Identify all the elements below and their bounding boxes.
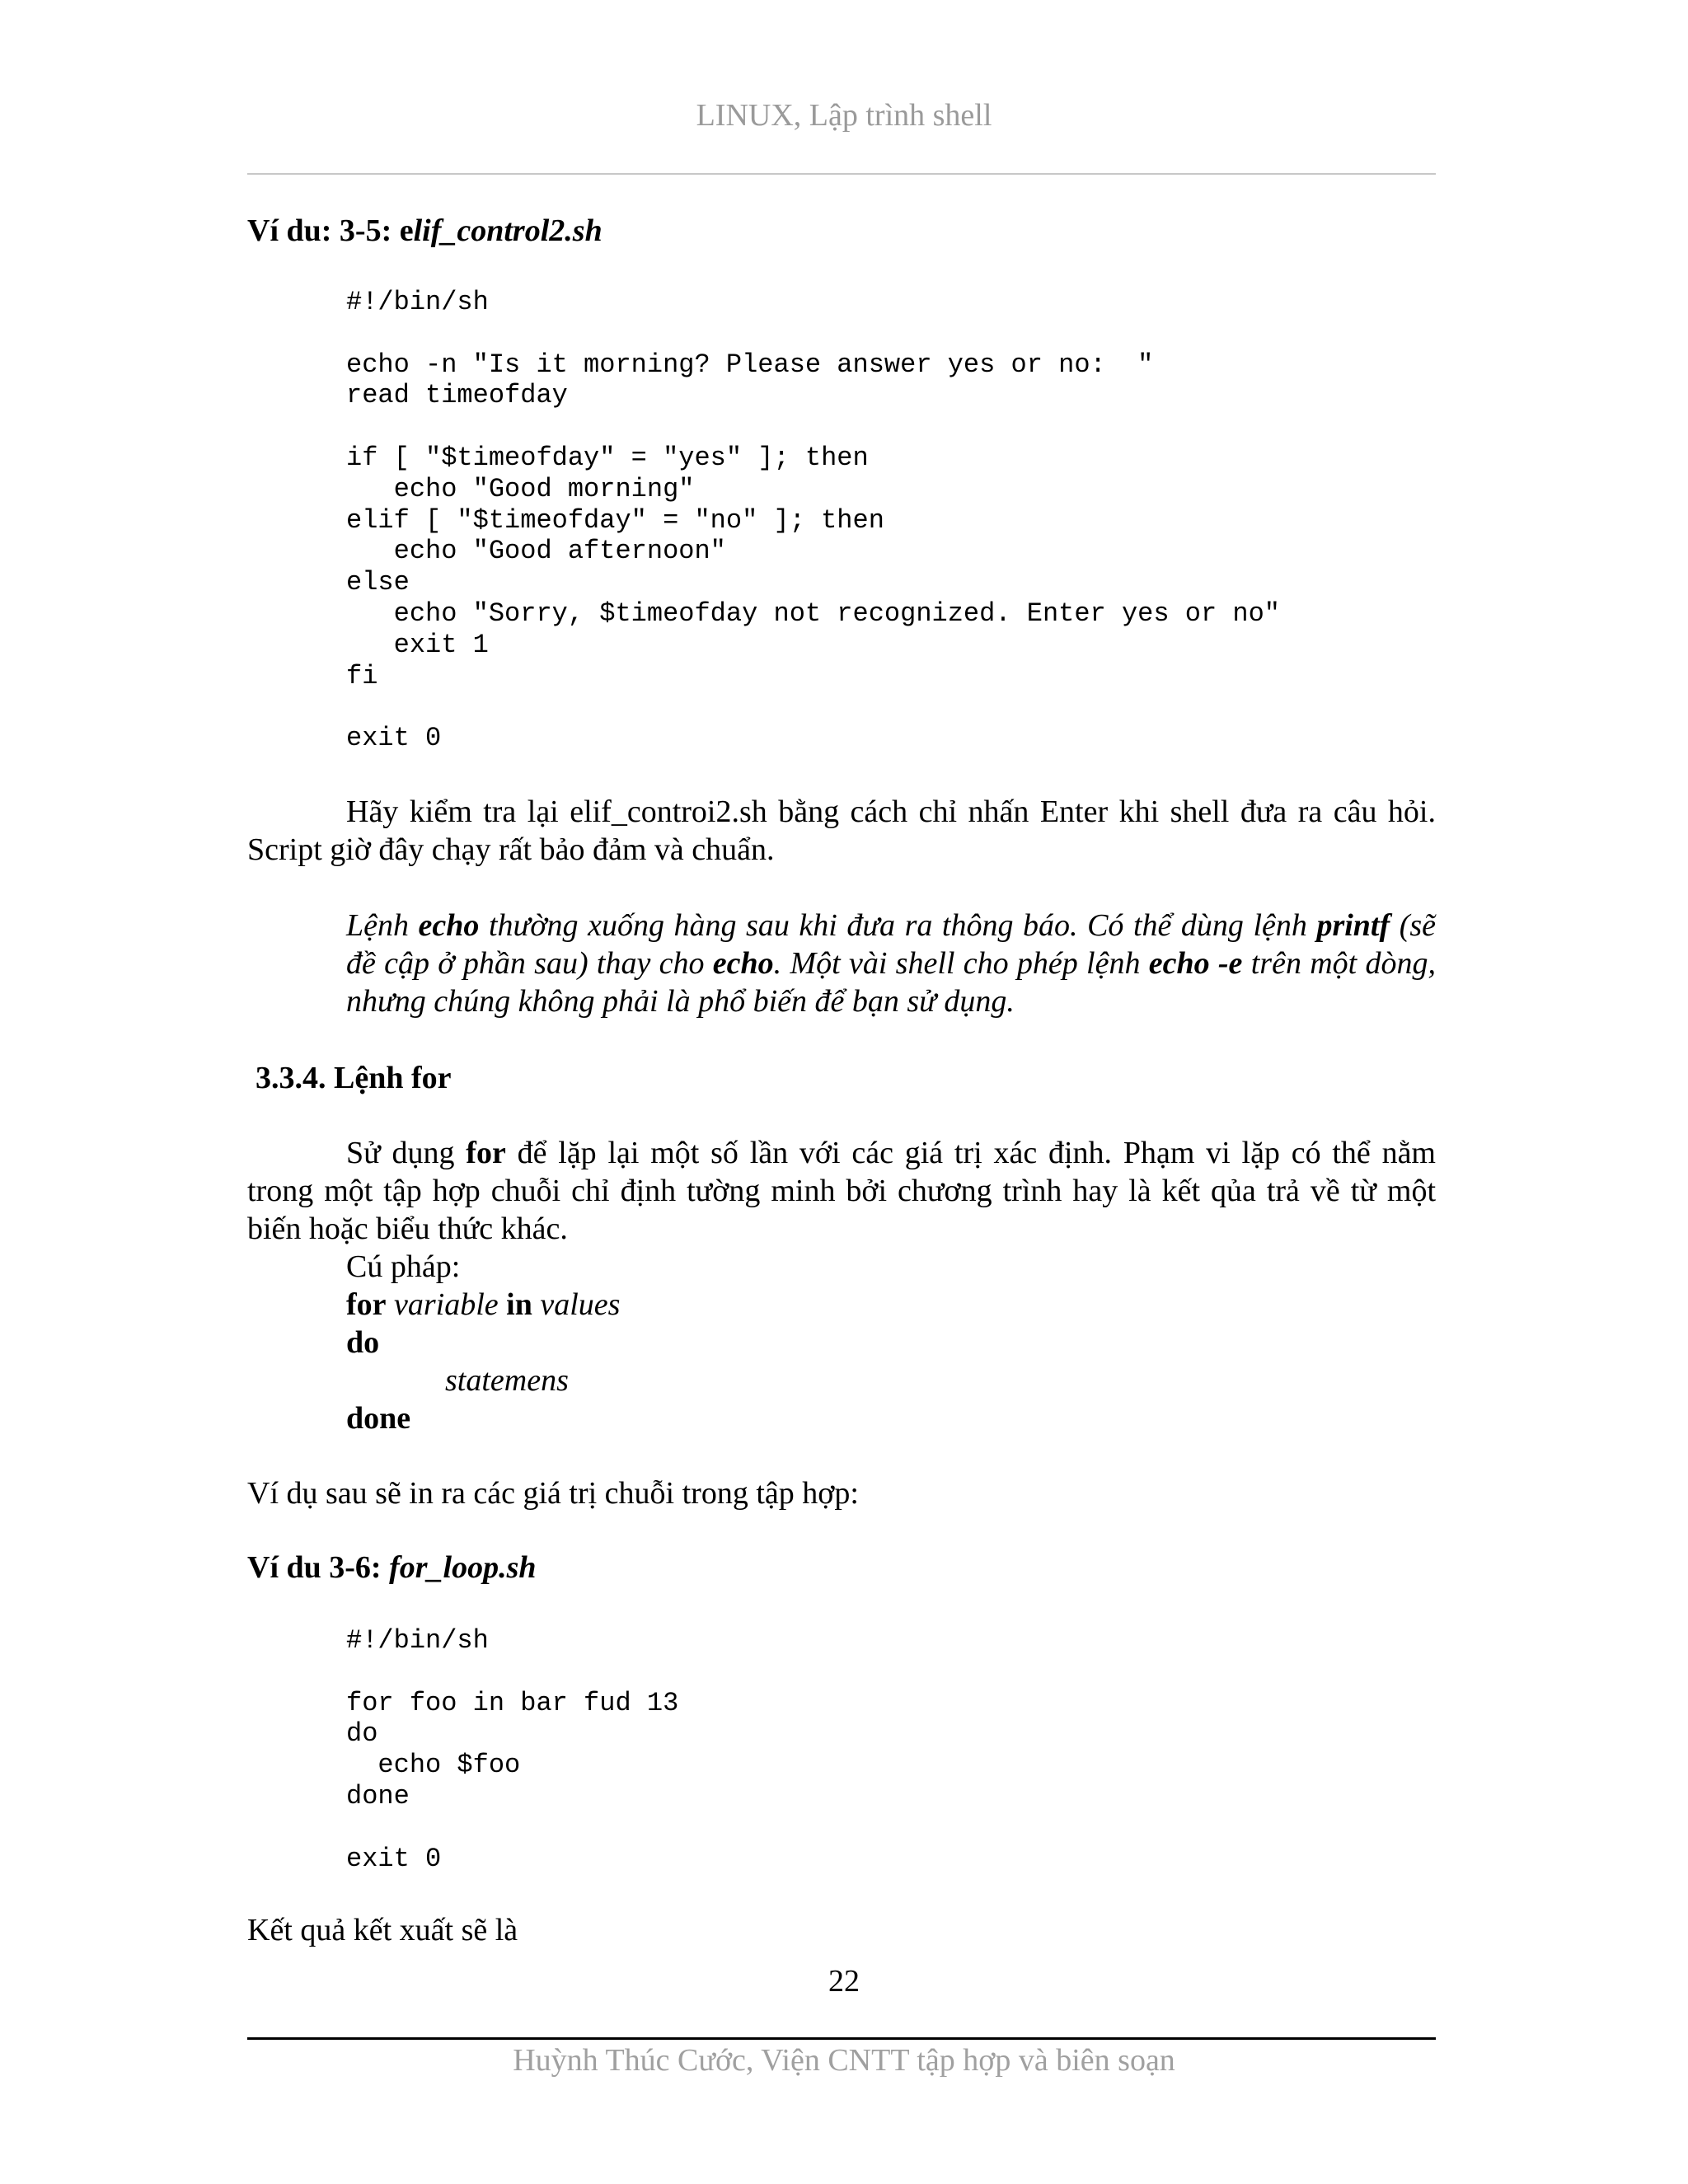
note-bold-echo-e: echo -e bbox=[1148, 946, 1243, 981]
paragraph-elif-test-text: Hãy kiểm tra lại elif_controi2.sh bằng cách chỉ nhấn Enter khi shell đưa ra câu hỏi. Script giờ đây chạy rất bảo đảm và chuẩn. bbox=[247, 794, 1436, 867]
note-text-5: trên một dòng, nhưng chúng không phải là phổ biến để bạn sử dụng. bbox=[346, 946, 1437, 1019]
syntax-values: values bbox=[540, 1287, 621, 1322]
note-bold-printf: printf bbox=[1316, 908, 1390, 943]
paragraph-output-intro: Kết quả kết xuất sẽ là bbox=[247, 1913, 518, 1947]
running-header: LINUX, Lập trình shell bbox=[696, 98, 992, 133]
example-3-5-filename: lif_control2.sh bbox=[413, 213, 603, 248]
page-number: 22 bbox=[828, 1964, 860, 1999]
syntax-kw-in: in bbox=[506, 1287, 532, 1322]
syntax-statements: statemens bbox=[445, 1363, 569, 1398]
paragraph-for-text-2: để lặp lại một số lần với các giá trị xác định. Phạm vi lặp có thể nằm trong một tập hợp chuỗi chỉ định tường minh bởi chương trình hay là kết qủa trả về từ một biến hoặc biểu thức khác. bbox=[247, 1136, 1436, 1246]
note-bold-echo-2: echo bbox=[712, 946, 774, 981]
code-block-elif-control2: #!/bin/sh echo -n "Is it morning? Please answer yes or no: " read timeofday if [ "$timeofday" = "yes" ]; then echo "Good morning" elif [ "$timeofday" = "no" ]; then echo "Good afternoon" else echo "Sorry, $timeofday not recognized. Enter yes or no" exit 1 fi exit 0 bbox=[346, 287, 1280, 754]
paragraph-for-keyword: for bbox=[466, 1136, 506, 1170]
syntax-block bbox=[346, 1248, 620, 1437]
paragraph-for-text-1: Sử dụng bbox=[346, 1136, 467, 1170]
syntax-line-do bbox=[346, 1324, 620, 1361]
syntax-line-done bbox=[346, 1399, 620, 1437]
syntax-line-for bbox=[346, 1286, 620, 1324]
syntax-kw-done: done bbox=[346, 1401, 411, 1436]
note-bold-echo: echo bbox=[418, 908, 480, 943]
footer-rule bbox=[247, 2037, 1436, 2040]
syntax-kw-for: for bbox=[346, 1287, 387, 1322]
syntax-label: Cú pháp: bbox=[346, 1249, 461, 1284]
example-3-6-filename: for_loop.sh bbox=[389, 1550, 537, 1585]
example-3-6-heading bbox=[247, 1549, 537, 1586]
syntax-line-statements bbox=[346, 1361, 620, 1399]
syntax-kw-do: do bbox=[346, 1325, 380, 1360]
header-rule bbox=[247, 173, 1436, 175]
note-text-3: (sẽ đề cập ở phần sau) thay cho bbox=[346, 908, 1437, 981]
paragraph-example-intro: Ví dụ sau sẽ in ra các giá trị chuỗi trong tập hợp: bbox=[247, 1476, 859, 1511]
example-3-5-heading bbox=[247, 213, 603, 249]
running-footer: Huỳnh Thúc Cước, Viện CNTT tập hợp và biên soạn bbox=[513, 2043, 1175, 2078]
paragraph-for-intro bbox=[247, 1134, 1436, 1248]
example-3-6-label: Ví du 3-6: bbox=[247, 1550, 390, 1585]
section-heading-for: 3.3.4. Lệnh for bbox=[256, 1061, 452, 1095]
syntax-variable: variable bbox=[394, 1287, 499, 1322]
code-block-for-loop: #!/bin/sh for foo in bar fud 13 do echo $foo done exit 0 bbox=[346, 1625, 679, 1874]
note-text-2: thường xuống hàng sau khi đưa ra thông báo. Có thể dùng lệnh bbox=[479, 908, 1317, 943]
note-text-1: Lệnh bbox=[346, 908, 419, 943]
paragraph-elif-test bbox=[247, 793, 1436, 869]
note-text-4: . Một vài shell cho phép lệnh bbox=[773, 946, 1149, 981]
note-echo bbox=[346, 907, 1436, 1020]
example-3-5-label: Ví du: 3-5: e bbox=[247, 213, 414, 248]
